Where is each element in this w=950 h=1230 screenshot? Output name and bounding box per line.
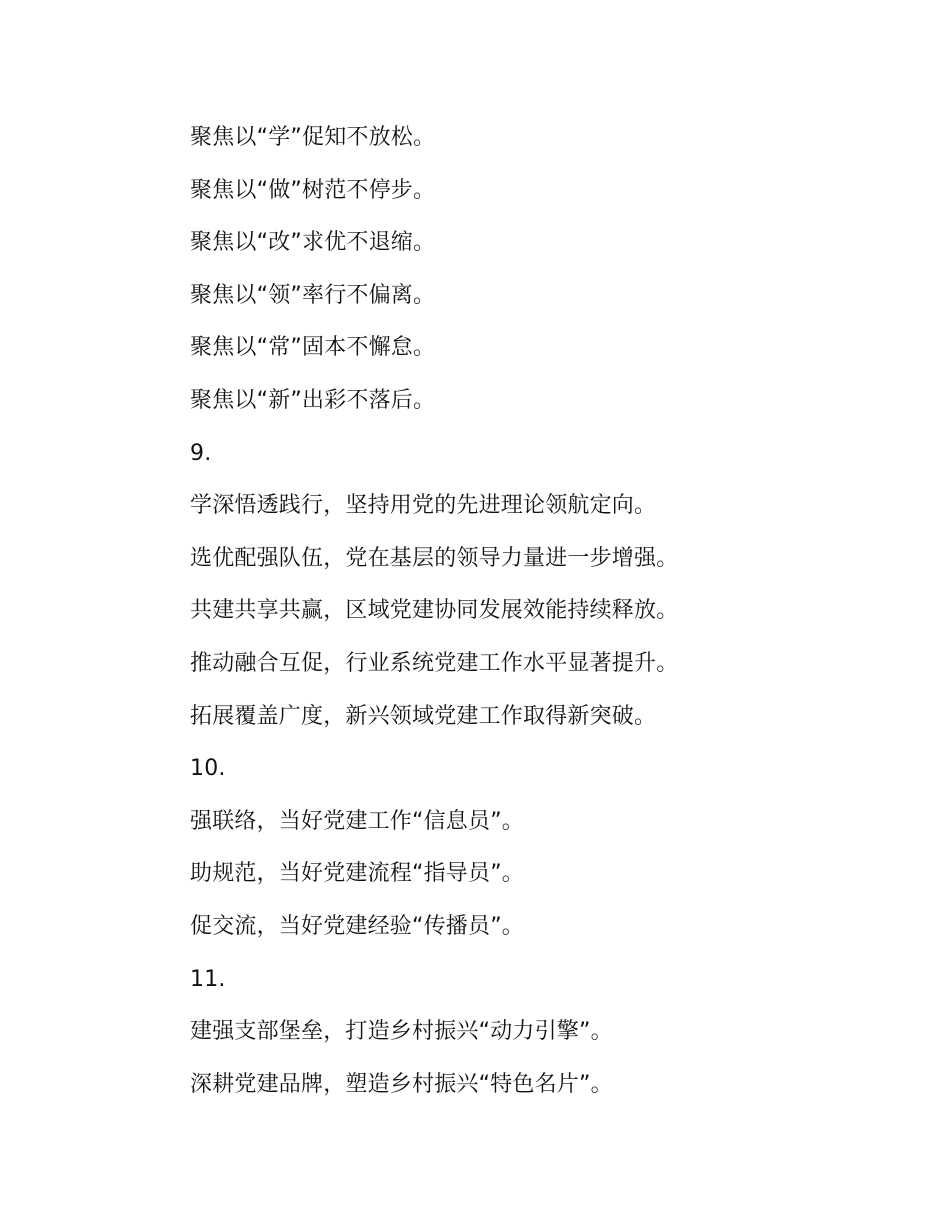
text-line: 聚焦以“领”率行不偏离。 (190, 282, 436, 308)
text-line: 推动融合互促，行业系统党建工作水平显著提升。 (190, 650, 679, 676)
text-line: 学深悟透践行，坚持用党的先进理论领航定向。 (190, 493, 657, 519)
text-line: 拓展覆盖广度，新兴领域党建工作取得新突破。 (190, 703, 657, 729)
text-line: 聚焦以“常”固本不懈怠。 (190, 335, 436, 361)
text-line: 聚焦以“学”促知不放松。 (190, 125, 436, 150)
text-line: 聚焦以“做”树范不停步。 (190, 177, 436, 203)
text-line: 聚焦以“新”出彩不落后。 (190, 387, 436, 413)
text-line: 共建共享共赢，区域党建协同发展效能持续释放。 (190, 598, 679, 624)
section-number: 10. (190, 756, 226, 782)
text-line: 选优配强队伍，党在基层的领导力量进一步增强。 (190, 545, 679, 571)
text-line: 建强支部堡垒，打造乡村振兴“动力引擎”。 (190, 1019, 613, 1045)
text-lines (190, 112, 890, 1111)
text-line: 促交流，当好党建经验“传播员”。 (190, 913, 524, 939)
section-number: 9. (190, 440, 212, 466)
text-line: 助规范，当好党建流程“指导员”。 (190, 861, 524, 887)
text-line: 深耕党建品牌，塑造乡村振兴“特色名片”。 (190, 1071, 613, 1097)
text-line: 聚焦以“改”求优不退缩。 (190, 230, 436, 256)
text-line: 强联络，当好党建工作“信息员”。 (190, 808, 524, 834)
section-number: 11. (190, 966, 226, 992)
